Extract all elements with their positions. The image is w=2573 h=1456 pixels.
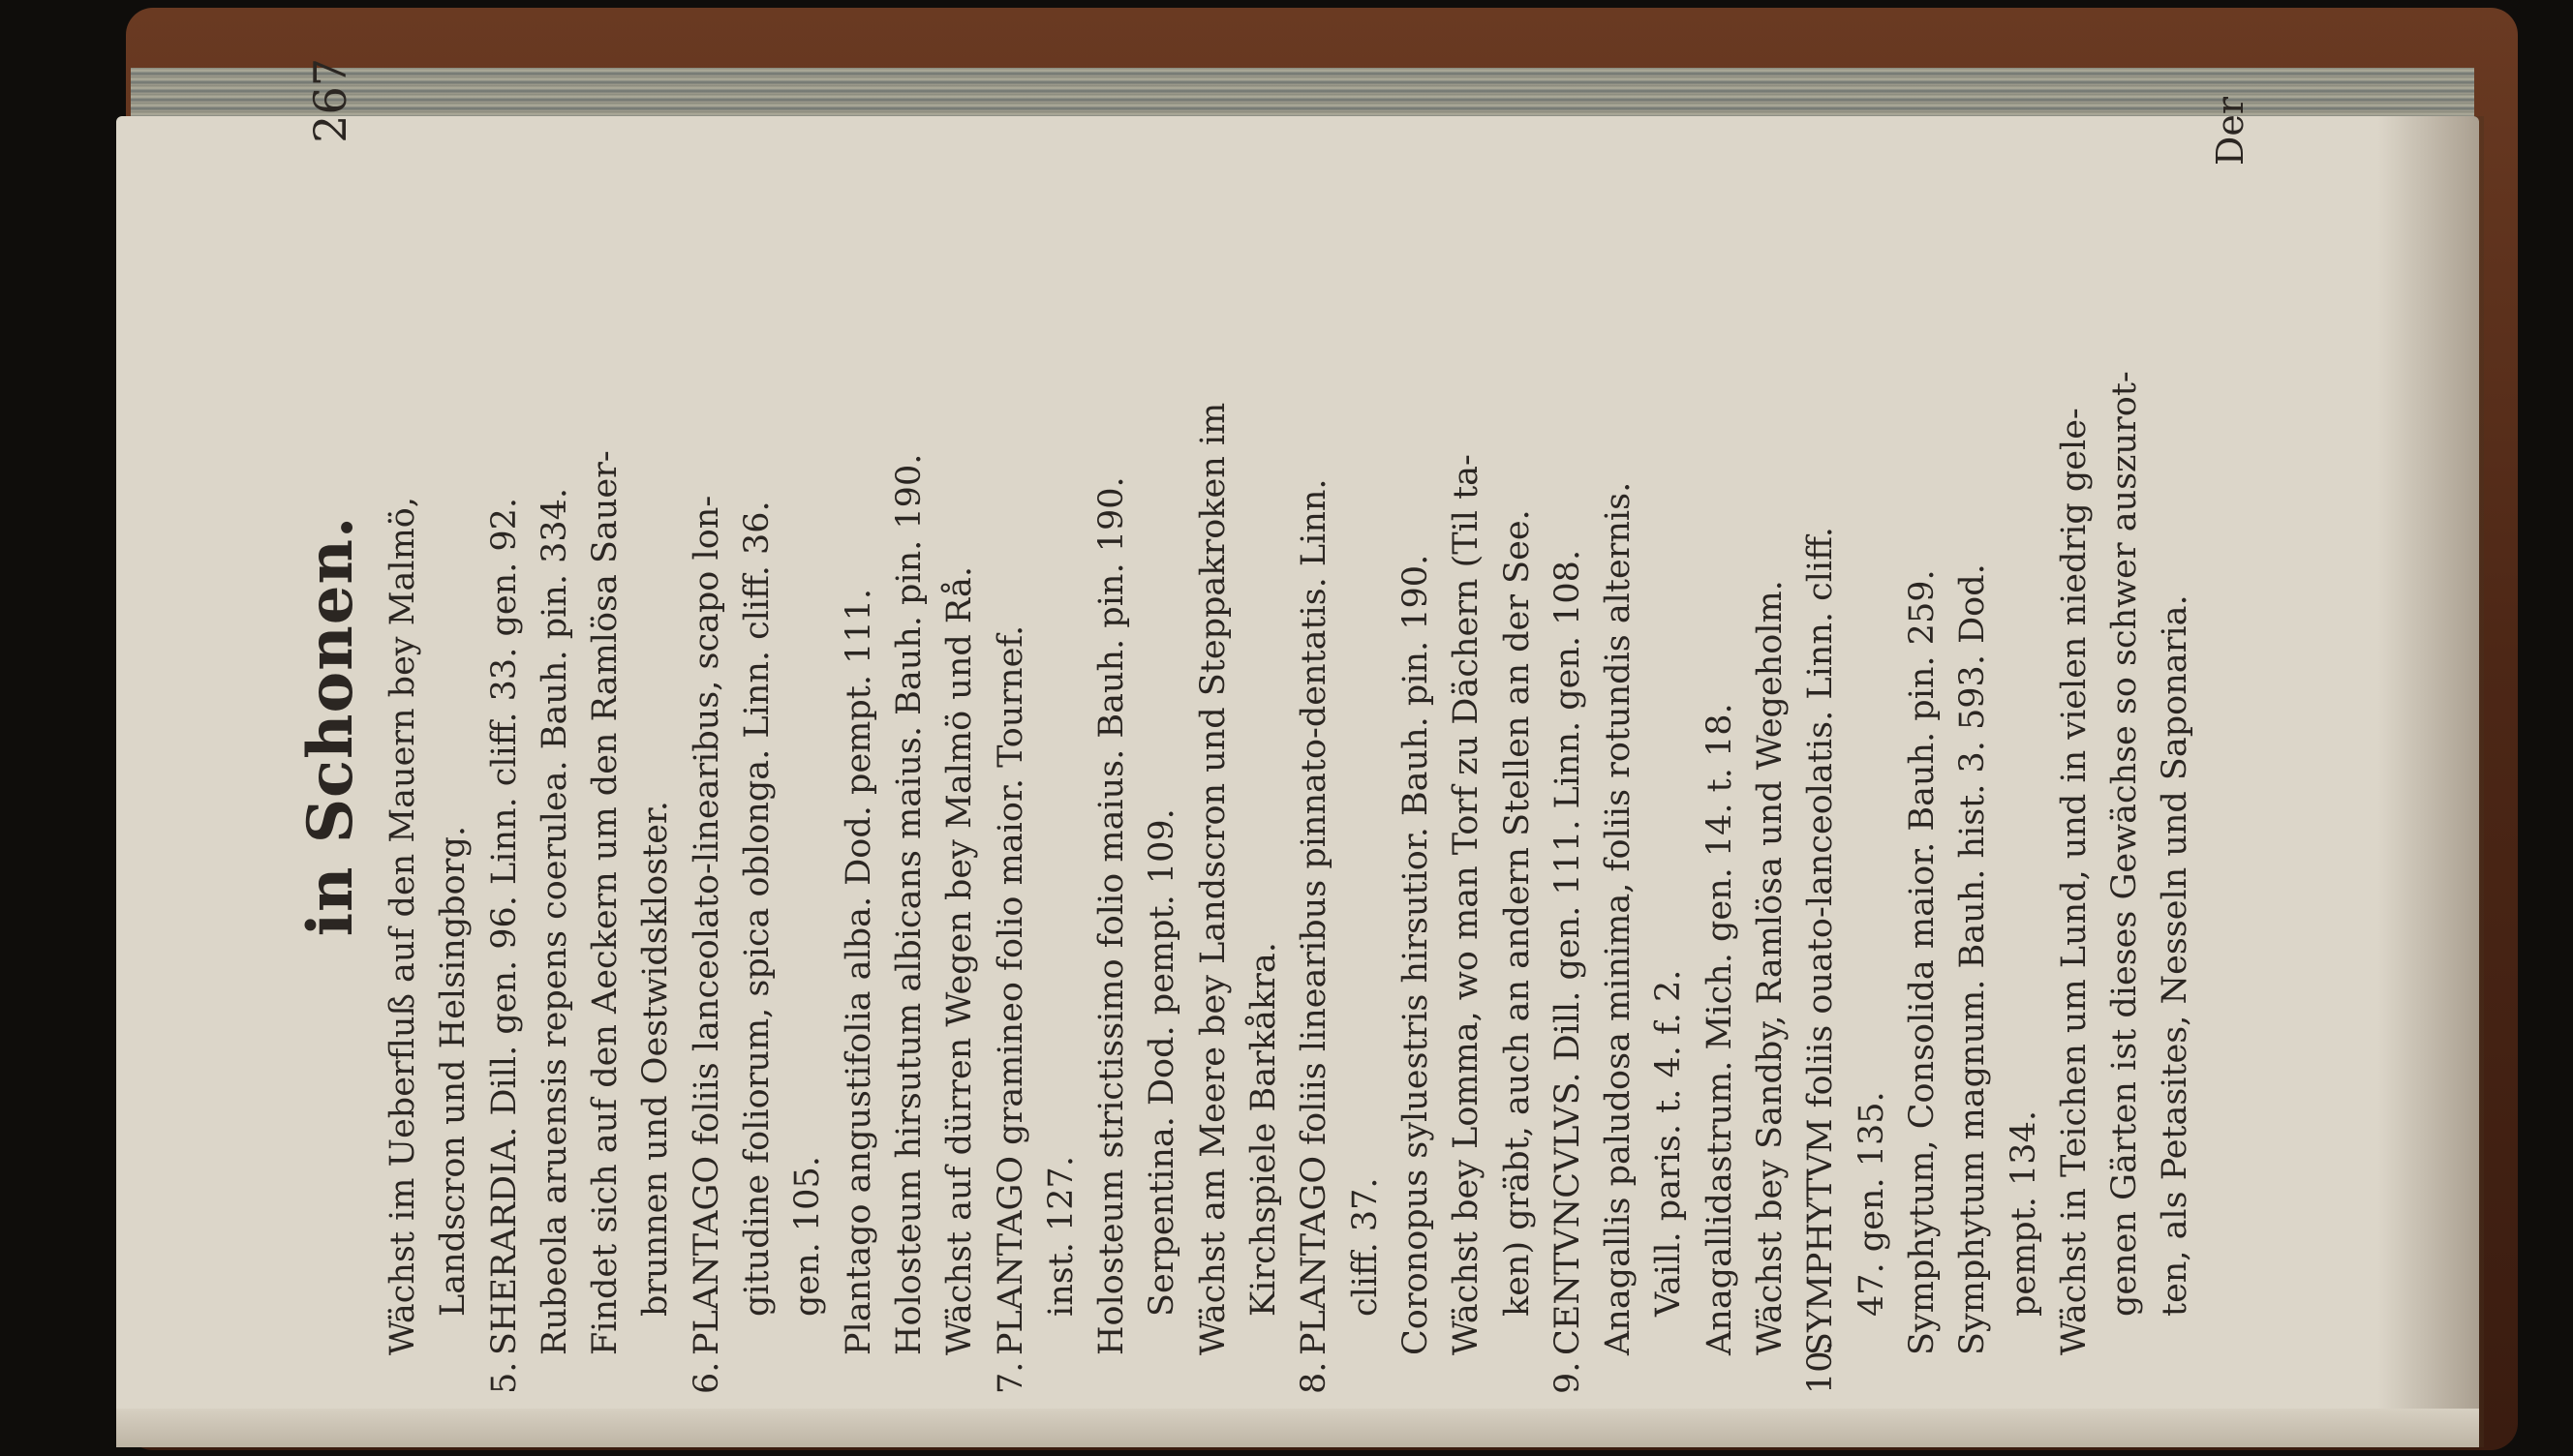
text-line xyxy=(1795,58,1846,1394)
line-text: Kirchspiele Barkåkra. xyxy=(1244,942,1284,1317)
text-line xyxy=(1087,58,1137,1394)
line-text: CENTVNCVLVS. Dill. gen. 111. Linn. gen. 108. xyxy=(1547,549,1587,1355)
line-text: Rubeola aruensis repens coerulea. Bauh. pin. 334. xyxy=(535,487,574,1355)
line-text: Wächst am Meere bey Landscron und Steppakroken im xyxy=(1193,402,1233,1355)
page-number: 267 xyxy=(304,58,356,143)
text-line xyxy=(1340,58,1391,1394)
text-line xyxy=(1441,58,1491,1394)
text-line xyxy=(884,58,934,1394)
line-text: Wächst in Teichen um Lund, und in vielen niedrig gele- xyxy=(2054,408,2094,1355)
line-text: PLANTAGO foliis lanceolato-linearibus, scapo lon- xyxy=(687,495,726,1355)
entry-number: 5. xyxy=(484,1361,524,1394)
line-text: gitudine foliorum, spica oblonga. Linn. cliff. 36. xyxy=(738,500,778,1317)
line-text: Plantago angustifolia alba. Dod. pempt. 111. xyxy=(839,589,878,1355)
entry-number: 9. xyxy=(1547,1361,1587,1394)
line-text: PLANTAGO gramineo folio maior. Tournef. xyxy=(991,624,1030,1355)
text-line xyxy=(1999,58,2049,1394)
line-text: Symphytum magnum. Bauh. hist. 3. 593. Dod. xyxy=(1953,563,1993,1355)
text-line xyxy=(732,58,782,1394)
page-gutter-shadow xyxy=(2377,116,2484,1447)
text-line xyxy=(986,58,1036,1394)
text-line xyxy=(1543,58,1593,1394)
text-line xyxy=(2099,58,2150,1394)
line-text: ten, als Petasites, Nesseln und Saponaria. xyxy=(2156,594,2195,1317)
page-header xyxy=(271,58,378,1394)
line-text: cliff. 37. xyxy=(1345,1177,1385,1317)
text-line xyxy=(1847,58,1897,1394)
entry-number: 10. xyxy=(1801,1340,1841,1394)
line-text: Symphytum, Consolida maior. Bauh. pin. 259. xyxy=(1902,569,1942,1355)
text-line xyxy=(934,58,985,1394)
line-text: PLANTAGO foliis linearibus pinnato-dentatis. Linn. xyxy=(1295,478,1334,1355)
running-head: in Schonen. xyxy=(294,515,367,937)
entry-number: 8. xyxy=(1295,1361,1334,1394)
entry-number: 7. xyxy=(991,1361,1030,1394)
text-line xyxy=(782,58,833,1394)
text-line xyxy=(630,58,681,1394)
line-text: Wächst im Ueberfluß auf den Mauern bey Malmö, xyxy=(383,497,422,1355)
text-line xyxy=(1188,58,1239,1394)
line-text: ken) gräbt, auch an andern Stellen an der See. xyxy=(1497,509,1537,1317)
text-line xyxy=(479,58,530,1394)
line-text: gen. 105. xyxy=(788,1156,828,1317)
line-text: SYMPHYTVM foliis ouato-lanceolatis. Linn. cliff. xyxy=(1801,527,1841,1355)
catchword: Der xyxy=(2208,97,2251,167)
text-line xyxy=(1289,58,1339,1394)
text-line xyxy=(1137,58,1187,1394)
line-text: 47. gen. 135. xyxy=(1852,1091,1891,1317)
text-line xyxy=(1643,58,1694,1394)
text-line xyxy=(1897,58,1947,1394)
line-text: Findet sich auf den Aeckern um den Ramlösa Sauer- xyxy=(586,450,626,1355)
line-text: Coronopus syluestris hirsutior. Bauh. pin. 190. xyxy=(1395,554,1435,1355)
catchword-row xyxy=(2201,58,2259,1394)
line-text: Anagallidastrum. Mich. gen. 14. t. 18. xyxy=(1700,703,1739,1355)
text-line xyxy=(682,58,732,1394)
text-line xyxy=(1745,58,1795,1394)
entry-number: 6. xyxy=(687,1361,726,1394)
line-text: Vaill. paris. t. 4. f. 2. xyxy=(1649,969,1689,1317)
line-text: Wächst auf dürren Wegen bey Malmö und Rå. xyxy=(940,565,980,1355)
line-text: Anagallis paludosa minima, foliis rotundis alternis. xyxy=(1599,481,1639,1355)
text-line xyxy=(1492,58,1543,1394)
page-bottom-edge xyxy=(116,1409,2479,1447)
line-text: pempt. 134. xyxy=(2004,1110,2043,1317)
text-line xyxy=(2150,58,2200,1394)
line-text: Wächst bey Sandby, Ramlösa und Wegeholm. xyxy=(1751,580,1791,1355)
line-text: Wächst bey Lomma, wo man Torf zu Dächern (Til ta- xyxy=(1447,454,1486,1355)
text-line xyxy=(428,58,478,1394)
text-line xyxy=(1947,58,1998,1394)
line-text: Serpentina. Dod. pempt. 109. xyxy=(1143,808,1182,1317)
printed-text-block xyxy=(271,58,2251,1394)
text-line xyxy=(2049,58,2099,1394)
text-line xyxy=(1593,58,1643,1394)
text-line xyxy=(834,58,884,1394)
text-line xyxy=(1391,58,1441,1394)
line-text: Holosteum strictissimo folio maius. Bauh. pin. 190. xyxy=(1092,476,1132,1355)
text-line xyxy=(378,58,428,1394)
text-line xyxy=(1695,58,1745,1394)
text-line xyxy=(580,58,630,1394)
line-text: Holosteum hirsutum albicans maius. Bauh. pin. 190. xyxy=(889,453,929,1355)
line-text: inst. 127. xyxy=(1041,1156,1081,1317)
line-text: genen Gärten ist dieses Gewächse so schwer auszurot- xyxy=(2105,371,2145,1317)
body-text xyxy=(378,58,2201,1394)
text-line xyxy=(1036,58,1087,1394)
text-line xyxy=(1239,58,1289,1394)
line-text: brunnen und Oestwidskloster. xyxy=(636,801,676,1317)
text-line xyxy=(530,58,580,1394)
line-text: SHERARDIA. Dill. gen. 96. Linn. cliff. 33. gen. 92. xyxy=(484,497,524,1355)
line-text: Landscron und Helsingborg. xyxy=(434,826,474,1317)
